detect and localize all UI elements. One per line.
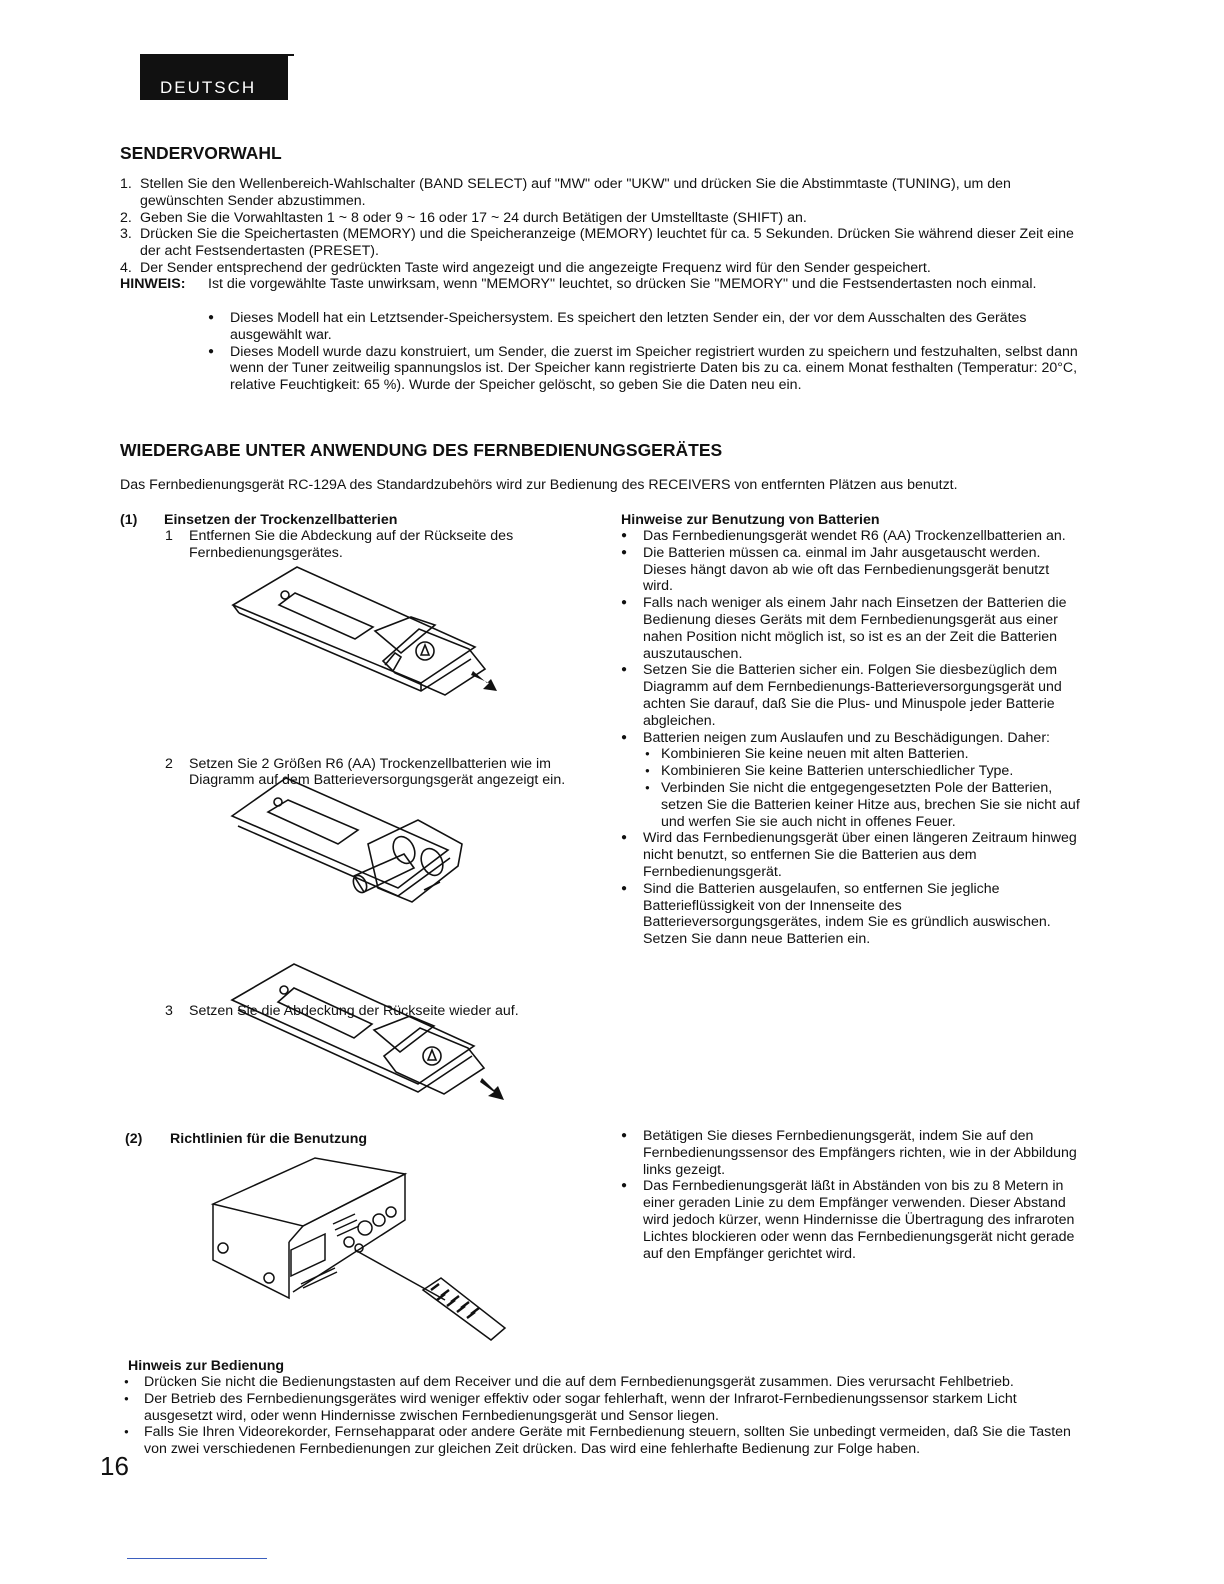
- battery-notes-title: Hinweise zur Benutzung von Batterien: [621, 512, 880, 528]
- remote-label-panel: [278, 988, 372, 1038]
- preset-step-1: 1. Stellen Sie den Wellenbereich-Wahlschalter (BAND SELECT) auf "MW" oder "UKW" und drücken Sie die Abstimmtaste (TUNING), um den gewünschten Sender abzustimmen.: [120, 176, 1011, 209]
- preset-step-4: 4. Der Sender entsprechend der gedrückten Taste wird angezeigt und die angezeigte Frequenz wird für den Sender gespeichert.: [120, 259, 931, 276]
- preset-steps-list: [118, 176, 1080, 277]
- language-tab: DEUTSCH: [140, 54, 288, 100]
- preset-step-3: 3. Drücken Sie die Speichertasten (MEMORY) und die Speicheranzeige (MEMORY) leuchtet für ca. 5 Sekunden. Drücken Sie während dieser Zeit eine der acht Festsendertasten (PRESET).: [120, 226, 1074, 260]
- section-title-sendervorwahl: SENDERVORWAHL: [120, 143, 282, 163]
- remote-screw: [274, 798, 282, 806]
- battery-step-3: 3 Setzen Sie die Abdeckung der Rückseite wieder auf.: [165, 1003, 519, 1020]
- bottom-rule: [127, 1558, 267, 1559]
- part1-number: (1): [120, 512, 138, 528]
- operation-note-1: ● Drücken Sie nicht die Bedienungstasten auf dem Receiver und die auf dem Fernbedienungsgerät zusammen. Dies verursacht Fehlbetrieb.: [118, 1374, 1088, 1391]
- remote-label-panel: [279, 593, 373, 639]
- remote-cover-removal-illustration: [225, 565, 505, 705]
- receiver-side: [213, 1204, 289, 1298]
- receiver-remote-illustration: [205, 1150, 515, 1350]
- battery-notes: [617, 528, 1080, 948]
- note-label: HINWEIS:: [120, 276, 186, 292]
- battery-sub-note-1: ● Kombinieren Sie keine neuen mit alten Batterien.: [639, 746, 1080, 763]
- infrared-line: [355, 1250, 445, 1300]
- removal-arrow: [471, 671, 497, 691]
- battery-notes-list-cont: [617, 830, 1080, 948]
- battery-note-6: ● Wird das Fernbedienungsgerät über einen längeren Zeitraum hinweg nicht benutzt, so entfernen Sie die Batterien aus dem Fernbedienungsgerät.: [617, 830, 1080, 880]
- volume-knob: [358, 1221, 372, 1235]
- battery-sub-note-2: ● Kombinieren Sie keine Batterien unterschiedlicher Type.: [639, 763, 1080, 780]
- part2-number: (2): [125, 1131, 143, 1147]
- remote-screw: [280, 986, 288, 994]
- usage-guideline-1: ● Betätigen Sie dieses Fernbedienungsgerät, indem Sie auf den Fernbedienungssensor des Empfängers richten, wie in der Abbildung links gezeigt.: [617, 1128, 1085, 1178]
- preset-step-2: 2. Geben Sie die Vorwahltasten 1 ~ 8 oder 9 ~ 16 oder 17 ~ 24 durch Betätigen der Umstelltaste (SHIFT) an.: [120, 209, 807, 226]
- battery-insertion-illustration: [228, 770, 478, 920]
- usage-guidelines: [617, 1128, 1085, 1262]
- operation-note-3: ● Falls Sie Ihren Videorekorder, Fernsehapparat oder andere Geräte mit Fernbedienung steuern, sollten Sie unbedingt vermeiden, daß Sie die Tasten von zwei verschiedenen Fernbedienungen zur gleichen Zeit drücken. Das wird eine fehlerhafte Bedienung zur Folge haben.: [118, 1424, 1088, 1458]
- usage-guideline-2: ● Das Fernbedienungsgerät läßt in Abständen von bis zu 8 Metern in einer geraden Linie zu dem Empfänger verwenden. Dieser Abstand wird jedoch kürzer, wenn Hindernisse die Übertragung des infraroten Lichtes blockieren oder wenn das Fernbedienungsgerät nicht gerade auf den Empfänger gerichtet wird.: [617, 1178, 1085, 1262]
- note-bullets: [204, 310, 1080, 394]
- battery-compartment: [368, 820, 462, 902]
- remote-body: [233, 567, 475, 683]
- receiver-front: [293, 1174, 405, 1292]
- note-bullet-1: ● Dieses Modell hat ein Letztsender-Speichersystem. Es speichert den letzten Sender ein, der vor dem Ausschalten des Gerätes ausgewählt war.: [204, 310, 1080, 344]
- note-text: Ist die vorgewählte Taste unwirksam, wenn "MEMORY" leuchtet, so drücken Sie "MEMORY" und die Festsendertasten noch einmal.: [208, 276, 1037, 292]
- part1-title: Einsetzen der Trockenzellbatterien: [164, 512, 398, 528]
- battery-note-2: ● Die Batterien müssen ca. einmal im Jahr ausgetauscht werden. Dieses hängt davon ab wie oft das Fernbedienungsgerät benutzt wird.: [617, 545, 1080, 595]
- battery-note-3: ● Falls nach weniger als einem Jahr nach Einsetzen der Batterien die Bedienung dieses Geräts mit dem Fernbedienungsgerät aus einer nahen Position nicht möglich ist, so ist es an der Zeit die Batterien auszutauschen.: [617, 595, 1080, 662]
- note-bullet-2: ● Dieses Modell wurde dazu konstruiert, um Sender, die zuerst im Speicher registriert wurden zu speichern und festzuhalten, selbst dann wenn der Tuner zeitweilig spannungslos ist. Der Speicher kann registrierte Daten bis zu ca. einem Monat festhalten (Temperatur: 20°C, relative Feuchtigkeit: 65 %). Wurde der Speicher gelöscht, so geben Sie die Daten neu ein.: [204, 344, 1080, 394]
- operation-note-2: ● Der Betrieb des Fernbedienungsgerätes wird weniger effektiv oder sogar fehlerhaft, wenn der Infrarot-Fernbedienungssensor starkem Licht ausgesetzt wird, oder wenn Hindernisse zwischen Fernbedienungsgerät und Sensor liegen.: [118, 1391, 1088, 1425]
- battery-note-4: ● Setzen Sie die Batterien sicher ein. Folgen Sie diesbezüglich dem Diagramm auf dem Fernbedienungs-Batterieversorgungsgerät und achten Sie darauf, daß Sie die Plus- und Minuspole jeder Batterie abgleichen.: [617, 662, 1080, 729]
- receiver-foot: [218, 1243, 228, 1253]
- operation-notes-title: Hinweis zur Bedienung: [128, 1358, 285, 1374]
- remote-body: [232, 778, 448, 888]
- operation-notes: [118, 1374, 1088, 1458]
- battery-cell-1: [389, 833, 419, 867]
- receiver-display: [291, 1234, 325, 1276]
- remote-screw: [281, 591, 289, 599]
- battery-note-1: ● Das Fernbedienungsgerät wendet R6 (AA) Trockenzellbatterien an.: [617, 528, 1080, 545]
- battery-step-2: 2 Setzen Sie 2 Größen R6 (AA) Trockenzellbatterien wie im Diagramm auf dem Batterieversorgungsgerät angezeigt ein.: [165, 755, 566, 789]
- battery-sub-notes: [639, 746, 1080, 830]
- operation-notes-list: [118, 1374, 1088, 1458]
- battery-step-1: 1 Entfernen Sie die Abdeckung auf der Rückseite des Fernbedienungsgerätes.: [165, 528, 514, 561]
- receiver-top: [213, 1158, 405, 1226]
- battery-sub-note-3: ● Verbinden Sie nicht die entgegengesetzten Pole der Batterien, setzen Sie die Batterien keiner Hitze aus, brechen Sie sie nicht auf und werfen Sie sie auch nicht in offenes Feuer.: [639, 780, 1080, 830]
- page-number: 16: [100, 1451, 129, 1481]
- battery-note-5: ● Batterien neigen zum Auslaufen und zu Beschädigungen. Daher:: [617, 730, 1080, 747]
- part2-title: Richtlinien für die Benutzung: [170, 1131, 368, 1147]
- remote-intro: Das Fernbedienungsgerät RC-129A des Standardzubehörs wird zur Bedienung des RECEIVERS von entfernten Plätzen aus benutzt.: [120, 477, 958, 493]
- battery-notes-list: [617, 528, 1080, 746]
- section-title-remote: WIEDERGABE UNTER ANWENDUNG DES FERNBEDIENUNGSGERÄTES: [120, 440, 723, 460]
- usage-guidelines-list: [617, 1128, 1085, 1262]
- battery-note-7: ● Sind die Batterien ausgelaufen, so entfernen Sie jegliche Batterieflüssigkeit von der Innenseite des Batterieversorgungsgerätes, indem Sie es gründlich auswischen. Setzen Sie dann neue Batterien ein.: [617, 881, 1080, 948]
- insertion-arrow: [480, 1078, 504, 1100]
- cover-replacement-illustration: [228, 960, 508, 1110]
